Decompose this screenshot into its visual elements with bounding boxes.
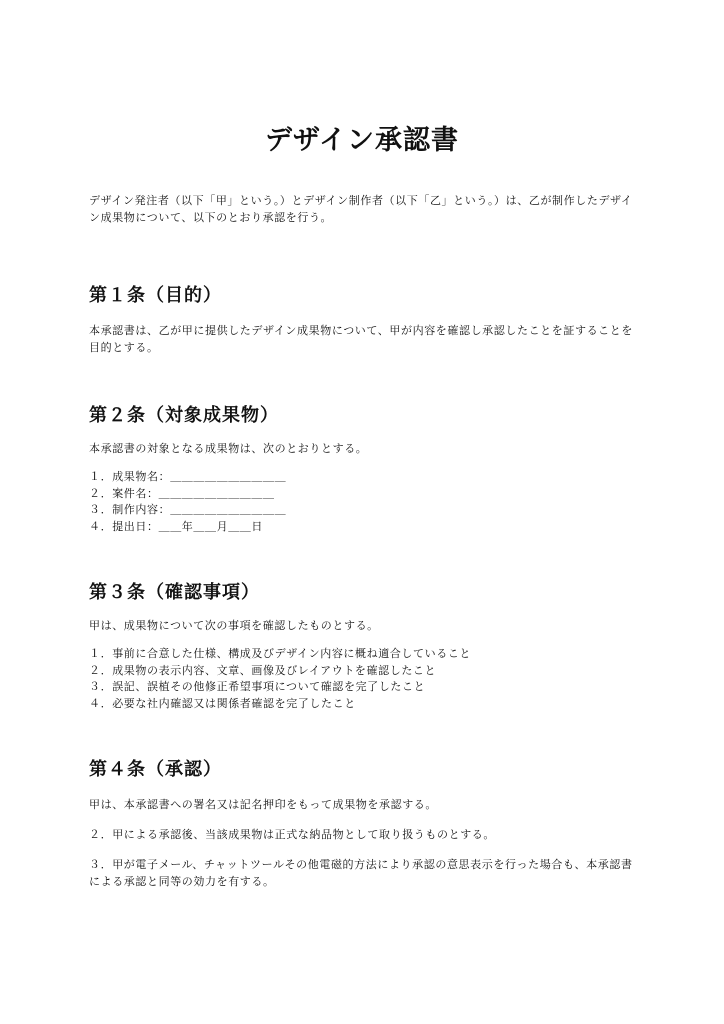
article-3 bbox=[89, 581, 637, 712]
article-4-paragraph: 甲は、本承認書への署名又は記名押印をもって成果物を承認する。 bbox=[89, 798, 437, 811]
article-3-heading: 第３条（確認事項） bbox=[89, 582, 260, 603]
document-body bbox=[89, 192, 637, 890]
list-item: ３．制作内容：＿＿＿＿＿＿＿＿＿＿ bbox=[89, 503, 287, 516]
list-item: ４．提出日：＿＿年＿＿月＿＿日 bbox=[89, 519, 263, 533]
article-4-clause-3: ３．甲が電子メール、チャットツールその他電磁的方法により承認の意思表示を行った場合も、本承認書による承認と同等の効力を有する。 bbox=[89, 858, 633, 888]
article-4-clause-2: ２．甲による承認後、当該成果物は正式な納品物として取り扱うものとする。 bbox=[89, 828, 495, 841]
list-item: ４．必要な社内確認又は関係者確認を完了したこと bbox=[89, 696, 356, 710]
article-2 bbox=[89, 404, 637, 535]
intro-paragraph: デザイン発注者（以下「甲」という。）とデザイン制作者（以下「乙」という。）は、乙が制作したデザイン成果物について、以下のとおり承認を行う。 bbox=[89, 194, 633, 224]
article-4 bbox=[89, 758, 637, 890]
article-2-lead: 本承認書の対象となる成果物は、次のとおりとする。 bbox=[89, 442, 368, 455]
article-3-items bbox=[89, 646, 637, 712]
article-3-lead: 甲は、成果物について次の事項を確認したものとする。 bbox=[89, 619, 379, 632]
list-item: １．成果物名：＿＿＿＿＿＿＿＿＿＿ bbox=[89, 470, 287, 483]
list-item: ２．案件名：＿＿＿＿＿＿＿＿＿＿ bbox=[89, 486, 275, 500]
list-item: ３．誤記、誤植その他修正希望事項について確認を完了したこと bbox=[89, 680, 426, 693]
article-2-items bbox=[89, 469, 637, 535]
list-item: ２．成果物の表示内容、文章、画像及びレイアウトを確認したこと bbox=[89, 663, 437, 677]
article-1-paragraph: 本承認書は、乙が甲に提供したデザイン成果物について、甲が内容を確認し承認したことを証することを目的とする。 bbox=[89, 324, 633, 354]
list-item: １．事前に合意した仕様、構成及びデザイン内容に概ね適合していること bbox=[89, 647, 472, 660]
document-title: デザイン承認書 bbox=[264, 125, 460, 156]
article-1-heading: 第１条（目的） bbox=[89, 285, 222, 306]
article-4-heading: 第４条（承認） bbox=[89, 759, 222, 780]
article-1 bbox=[89, 284, 637, 356]
article-2-heading: 第２条（対象成果物） bbox=[89, 405, 279, 426]
